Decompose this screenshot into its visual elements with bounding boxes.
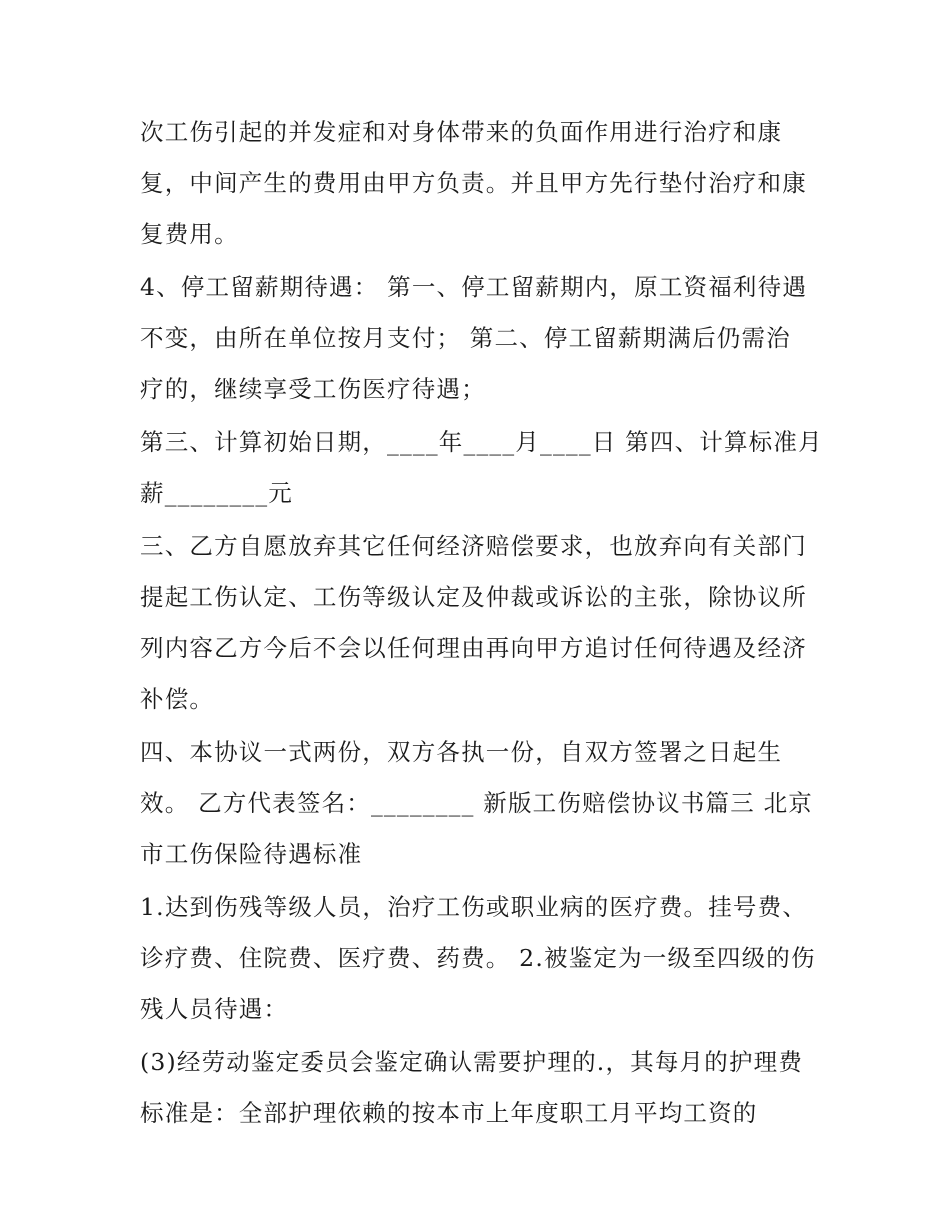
paragraph-suspension-pay xyxy=(140,262,830,415)
text-line: 第三、计算初始日期，____年____月____日 第四、计算标准月 xyxy=(140,428,823,456)
paragraph-medical-costs xyxy=(140,107,830,260)
paragraph-waiver xyxy=(140,521,830,725)
text-line: 薪________元 xyxy=(140,479,293,507)
text-line: 效。 乙方代表签名：________ 新版工伤赔偿协议书篇三 北京 xyxy=(140,789,814,817)
document-page xyxy=(140,107,830,1141)
paragraph-copies-signature xyxy=(140,727,830,880)
text-line: 复，中间产生的费用由甲方负责。并且甲方先行垫付治疗和康 xyxy=(140,169,807,197)
text-line: 提起工伤认定、工伤等级认定及仲裁或诉讼的主张，除协议所 xyxy=(140,583,807,611)
text-line: 列内容乙方今后不会以任何理由再向甲方追讨任何待遇及经济 xyxy=(140,634,807,662)
text-line: 残人员待遇： xyxy=(140,995,289,1023)
paragraph-disability-medical xyxy=(140,882,830,1035)
paragraph-nursing-fee xyxy=(140,1037,830,1139)
text-line: 1.达到伤残等级人员，治疗工伤或职业病的医疗费。挂号费、 xyxy=(140,893,808,921)
text-line: 补偿。 xyxy=(140,685,215,713)
paragraph-calculation-date xyxy=(140,417,830,519)
text-line: 四、本协议一式两份，双方各执一份，自双方签署之日起生 xyxy=(140,738,783,766)
text-line: 次工伤引起的并发症和对身体带来的负面作用进行治疗和康 xyxy=(140,118,783,146)
text-line: 标准是：全部护理依赖的按本市上年度职工月平均工资的 xyxy=(140,1099,758,1127)
text-line: (3)经劳动鉴定委员会鉴定确认需要护理的.，其每月的护理费 xyxy=(140,1048,804,1076)
text-line: 诊疗费、住院费、医疗费、药费。 2.被鉴定为一级至四级的伤 xyxy=(140,944,816,972)
text-line: 不变，由所在单位按月支付； 第二、停工留薪期满后仍需治 xyxy=(140,324,791,352)
text-line: 市工伤保险待遇标准 xyxy=(140,840,363,868)
text-line: 4、停工留薪期待遇： 第一、停工留薪期内，原工资福利待遇 xyxy=(140,273,808,301)
text-line: 疗的，继续享受工伤医疗待遇； xyxy=(140,375,486,403)
text-line: 三、乙方自愿放弃其它任何经济赔偿要求，也放弃向有关部门 xyxy=(140,532,807,560)
text-line: 复费用。 xyxy=(140,220,239,248)
